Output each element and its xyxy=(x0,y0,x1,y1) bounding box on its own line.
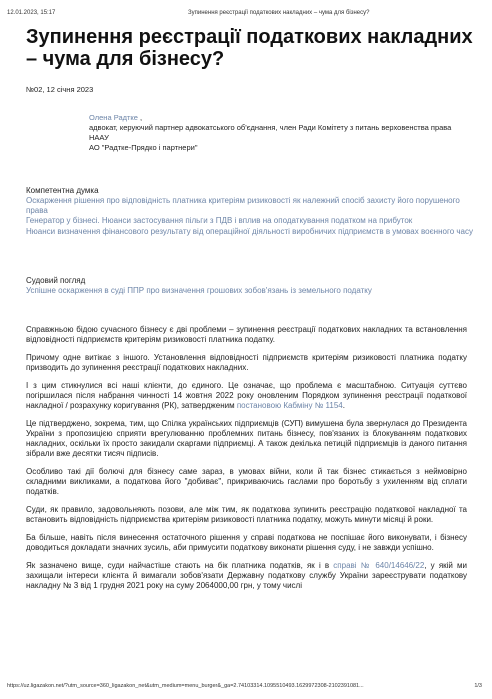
author-position: адвокат, керуючий партнер адвокатського об'єднання, член Ради Комітету з питань верховенства права НААУ xyxy=(89,123,452,142)
case-link[interactable]: справі № 640/14646/22 xyxy=(333,561,425,570)
author-name-line xyxy=(89,113,469,123)
author-block xyxy=(89,113,469,153)
body-paragraph: Справжньою бідою сучасного бізнесу є дві проблеми – зупинення реєстрації податкових накладних та встановлення відповідності підприємств критеріям ризиковості платника податку. xyxy=(26,325,467,344)
body-text: І з цим стикнулися всі наші клієнти, до єдиного. Це означає, що проблема є масштабною. Ситуація суттєво погіршилася після набрання чинності 14 жовтня 2022 року оновленим Порядком зупинення реєстрації податкової накладної / розрахунку коригування (РК), затвердженим xyxy=(26,381,467,410)
body-paragraph xyxy=(26,561,467,591)
cabinet-resolution-link[interactable]: постановою Кабміну № 1154 xyxy=(236,401,343,410)
court-review-heading: Судовий погляд xyxy=(26,276,86,285)
court-review-section xyxy=(26,276,476,296)
body-text: . xyxy=(342,401,345,410)
print-header xyxy=(7,10,482,20)
body-paragraph: Особливо такі дії болючі для бізнесу саме зараз, в умовах війни, коли й так бізнес стикається з неймовірно складними викликами, а податкова його "добиває", прикриваючись гаслами про боротьбу з ухиленням від сплати податків. xyxy=(26,467,467,496)
author-name-link[interactable]: Олена Радтке xyxy=(89,113,138,122)
body-text: Як зазначено вище, суди найчастіше стають на бік платника податків, як і в xyxy=(26,561,334,570)
print-url: https://uz.ligazakon.net/?utm_source=360_ligazakon_net&utm_medium=menu_burger&_ga=2.74103314.1095510493.1629972308-2102391081... xyxy=(7,683,364,689)
author-company: АО "Радтке-Прядко і партнери" xyxy=(89,143,198,152)
body-text: , у якій ми захищали інтереси клієнта й вимагали зобов'язати Державну податкову службу України зареєструвати податкову накладну № 3 від 1 грудня 2021 року на суму 2064000,00 грн, у тому числі xyxy=(26,561,468,590)
print-header-title: Зупинення реєстрації податкових накладних – чума для бізнесу? xyxy=(188,10,370,16)
court-review-link[interactable]: Успішне оскарження в суді ППР про визначення грошових зобов'язань із земельного податку xyxy=(26,286,372,295)
author-name-suffix: , xyxy=(137,113,143,122)
body-paragraph: Це підтверджено, зокрема, тим, що Спілка українських підприємців (СУП) вимушена була звернулася до Президента України з пропозицією сприяти врегулюванню проблемних питань бізнесу, пов'язаних із блокуванням податкових накладних, оскільки їх просто закидали скаргами підприємці. А також декілька петицій підприємців із даного питання зібрали вже десятки тисяч підписів. xyxy=(26,419,467,458)
issue-number: №02, 12 січня 2023 xyxy=(26,85,94,94)
competent-opinion-link[interactable]: Оскарження рішення про відповідність платника критеріям ризиковості як належний спосіб захисту його порушеного права xyxy=(26,196,460,215)
article-body xyxy=(26,325,467,599)
competent-opinion-section xyxy=(26,186,476,236)
body-paragraph: Суди, як правило, задовольняють позови, але між тим, як податкова зупинить реєстрацію податкової накладної та встановить відповідність підприємства критеріям ризиковості платника податку, можуть минути місяці й роки. xyxy=(26,505,467,524)
competent-opinion-heading: Компетентна думка xyxy=(26,186,99,195)
competent-opinion-link[interactable]: Нюанси визначення фінансового результату від операційної діяльності виробничих підприємств в умовах воєнного часу xyxy=(26,226,473,236)
page-number: 1/3 xyxy=(474,683,482,689)
body-paragraph: Ба більше, навіть після винесення остаточного рішення у справі податкова не поспішає його виконувати, і бізнесу доводиться докладати значних зусиль, аби примусити податкову виконати рішення суду, і не завжди успішно. xyxy=(26,533,467,552)
print-datetime: 12.01.2023, 15:17 xyxy=(7,10,56,16)
body-paragraph xyxy=(26,381,467,411)
competent-opinion-link[interactable]: Генератор у бізнесі. Нюанси застосування пільги з ПДВ і вплив на оподаткування податком на прибуток xyxy=(26,216,413,225)
article-title: Зупинення реєстрації податкових накладних – чума для бізнесу? xyxy=(26,26,473,70)
print-footer xyxy=(7,683,482,693)
body-paragraph: Причому одне витікає з іншого. Установлення відповідності підприємств критеріям ризиковості платника податку призводить до зупинення реєстрації податкових накладних. xyxy=(26,353,467,372)
